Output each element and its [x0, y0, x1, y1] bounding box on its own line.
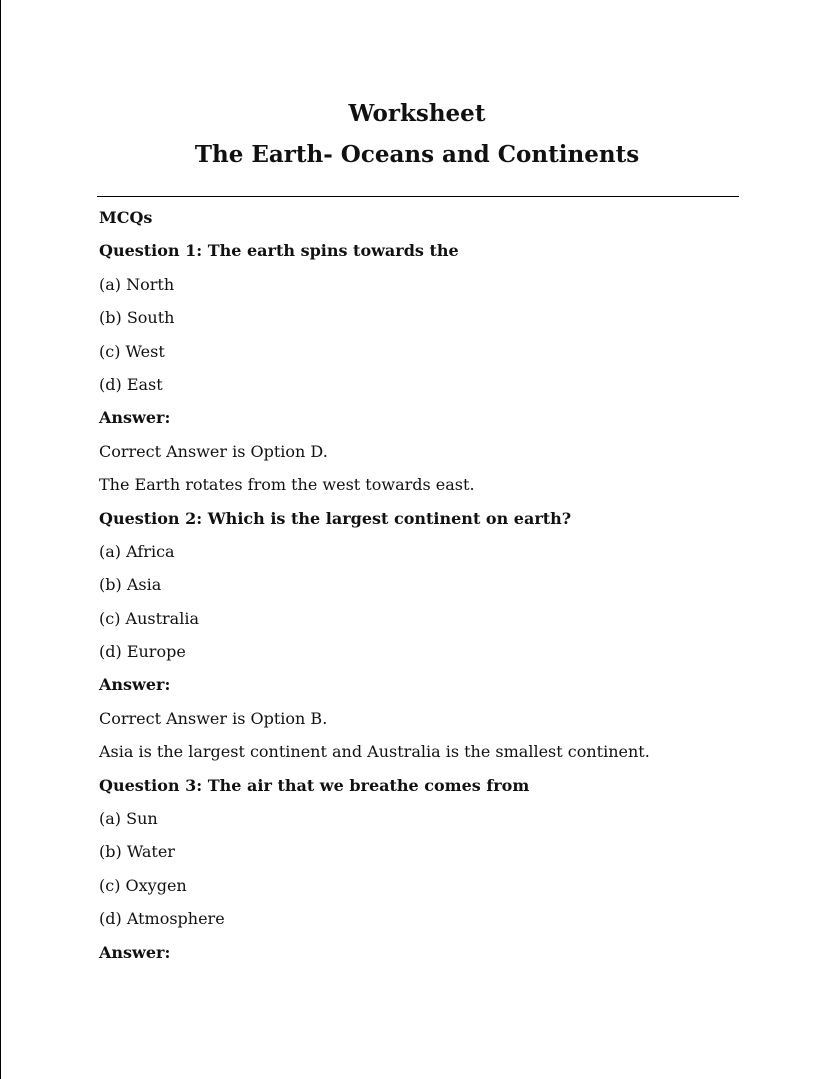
question-text: Question 2: Which is the largest continent on earth? — [99, 508, 572, 528]
section-label: MCQs — [99, 208, 153, 227]
question-text: Question 3: The air that we breathe comes from — [99, 775, 530, 795]
worksheet-subtitle: The Earth- Oceans and Continents — [194, 141, 640, 168]
question-block-3 — [99, 775, 779, 975]
answer-label: Answer: — [99, 675, 171, 695]
option-item: (c) Australia — [99, 608, 199, 628]
worksheet-title: Worksheet — [348, 100, 486, 127]
answer-label: Answer: — [99, 942, 171, 962]
option-item: (d) East — [99, 374, 163, 394]
option-item: (c) West — [99, 341, 165, 361]
answer-label: Answer: — [99, 408, 171, 428]
option-item: (a) Africa — [99, 541, 175, 561]
answer-text: Correct Answer is Option D. — [99, 441, 328, 461]
worksheet-body — [99, 207, 779, 975]
option-item: (d) Europe — [99, 642, 186, 662]
option-item: (a) Sun — [99, 809, 158, 829]
question-block-1 — [99, 240, 779, 507]
option-item: (a) North — [99, 274, 175, 294]
question-block-2 — [99, 508, 779, 775]
option-item: (d) Atmosphere — [99, 909, 225, 929]
explanation-text: Asia is the largest continent and Australia is the smallest continent. — [99, 742, 650, 762]
header-divider — [97, 196, 739, 197]
option-item: (b) Water — [99, 842, 175, 862]
answer-text: Correct Answer is Option B. — [99, 708, 328, 728]
option-item: (b) South — [99, 308, 175, 328]
explanation-text: The Earth rotates from the west towards east. — [99, 475, 475, 495]
option-item: (c) Oxygen — [99, 875, 187, 895]
option-item: (b) Asia — [99, 575, 162, 595]
question-text: Question 1: The earth spins towards the — [99, 241, 459, 261]
